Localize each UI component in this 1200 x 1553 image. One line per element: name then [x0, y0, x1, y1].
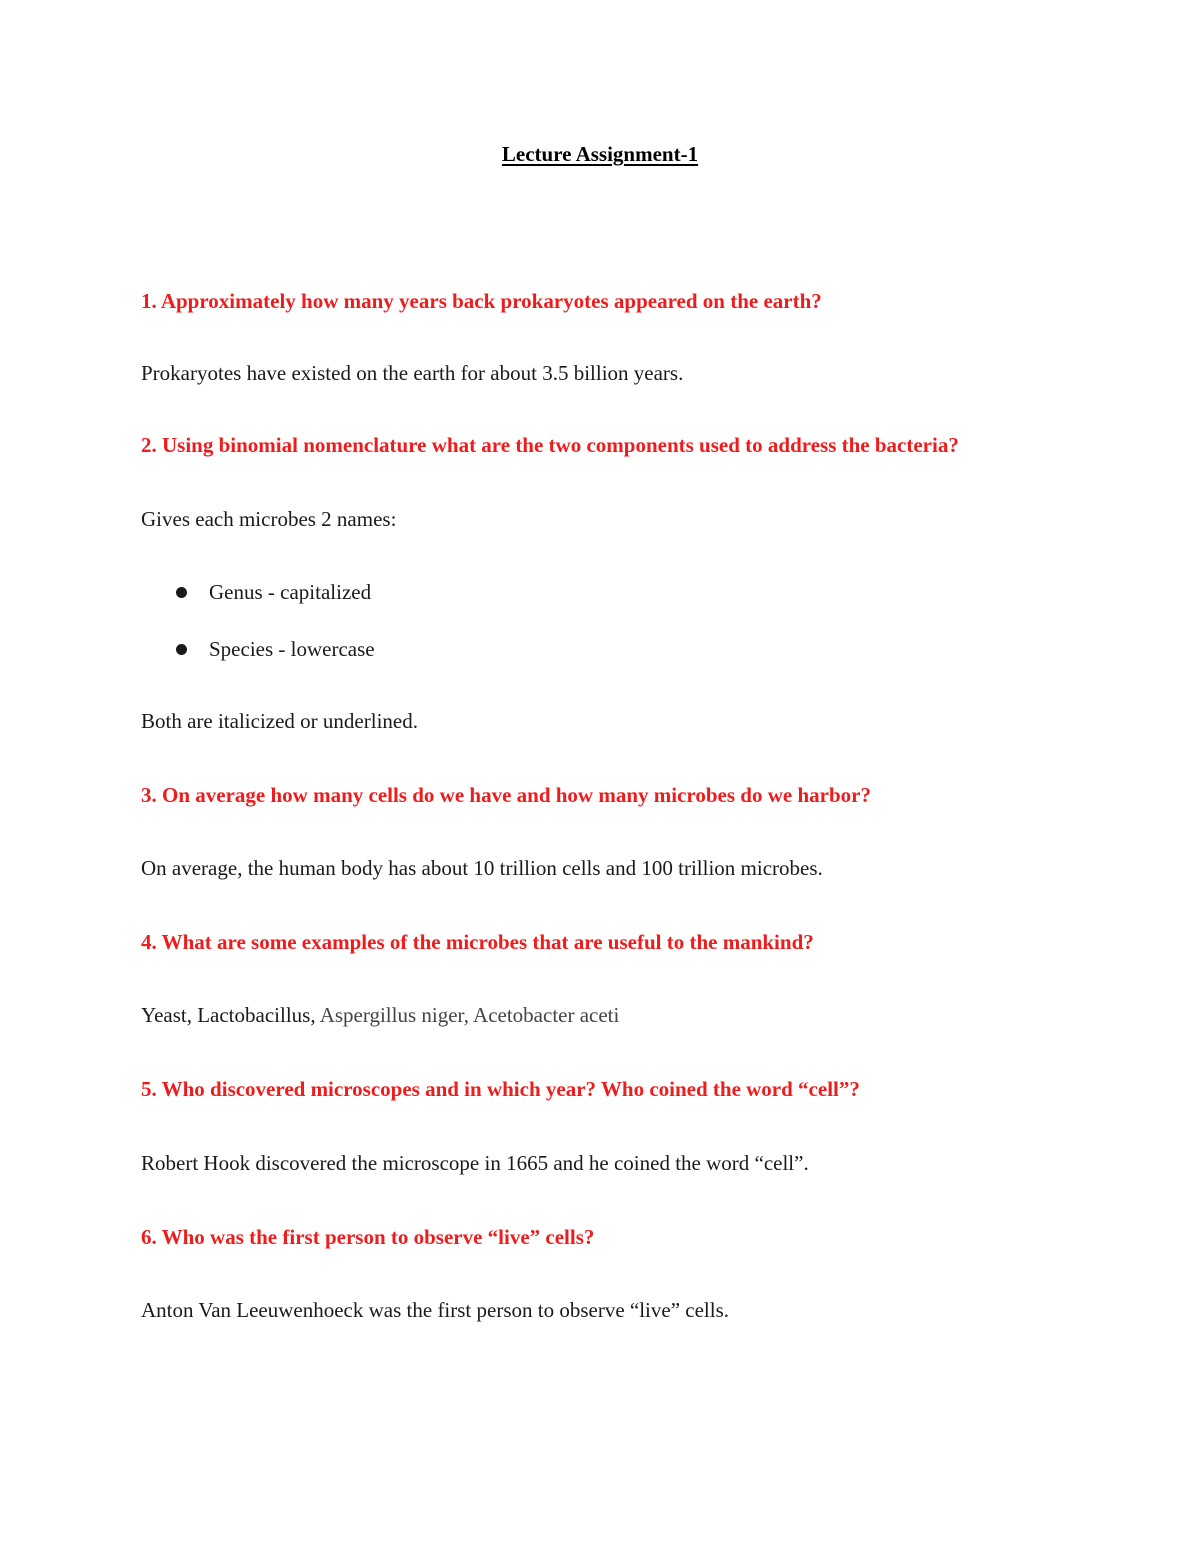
answer-4 — [141, 1001, 619, 1029]
question-5: 5. Who discovered microscopes and in which year? Who coined the word “cell”? — [141, 1077, 860, 1101]
bullet-text: Species - lowercase — [209, 637, 375, 661]
answer-2-intro: Gives each microbes 2 names: — [141, 507, 397, 531]
bullet-text: Genus - capitalized — [209, 580, 372, 604]
page-title: Lecture Assignment-1 — [501, 142, 699, 166]
answer-2-outro: Both are italicized or underlined. — [141, 709, 418, 733]
answer-3: On average, the human body has about 10 trillion cells and 100 trillion microbes. — [141, 856, 823, 880]
answer-1: Prokaryotes have existed on the earth for about 3.5 billion years. — [141, 361, 684, 385]
question-2: 2. Using binomial nomenclature what are the two components used to address the bacteria? — [141, 433, 959, 457]
bullet-icon — [176, 587, 187, 598]
question-6: 6. Who was the first person to observe “live” cells? — [141, 1225, 595, 1249]
answer-4-part2: Aspergillus niger, Acetobacter aceti — [319, 1003, 620, 1027]
bullet-icon — [176, 644, 187, 655]
answer-5: Robert Hook discovered the microscope in 1665 and he coined the word “cell”. — [141, 1151, 809, 1175]
bullet-item-species — [176, 635, 375, 663]
question-3: 3. On average how many cells do we have and how many microbes do we harbor? — [141, 783, 871, 807]
question-4: 4. What are some examples of the microbes that are useful to the mankind? — [141, 930, 814, 954]
question-1: 1. Approximately how many years back prokaryotes appeared on the earth? — [141, 289, 822, 313]
bullet-item-genus — [176, 578, 371, 606]
answer-4-part1: Yeast, Lactobacillus, — [141, 1003, 320, 1027]
answer-6: Anton Van Leeuwenhoeck was the first person to observe “live” cells. — [141, 1298, 730, 1322]
